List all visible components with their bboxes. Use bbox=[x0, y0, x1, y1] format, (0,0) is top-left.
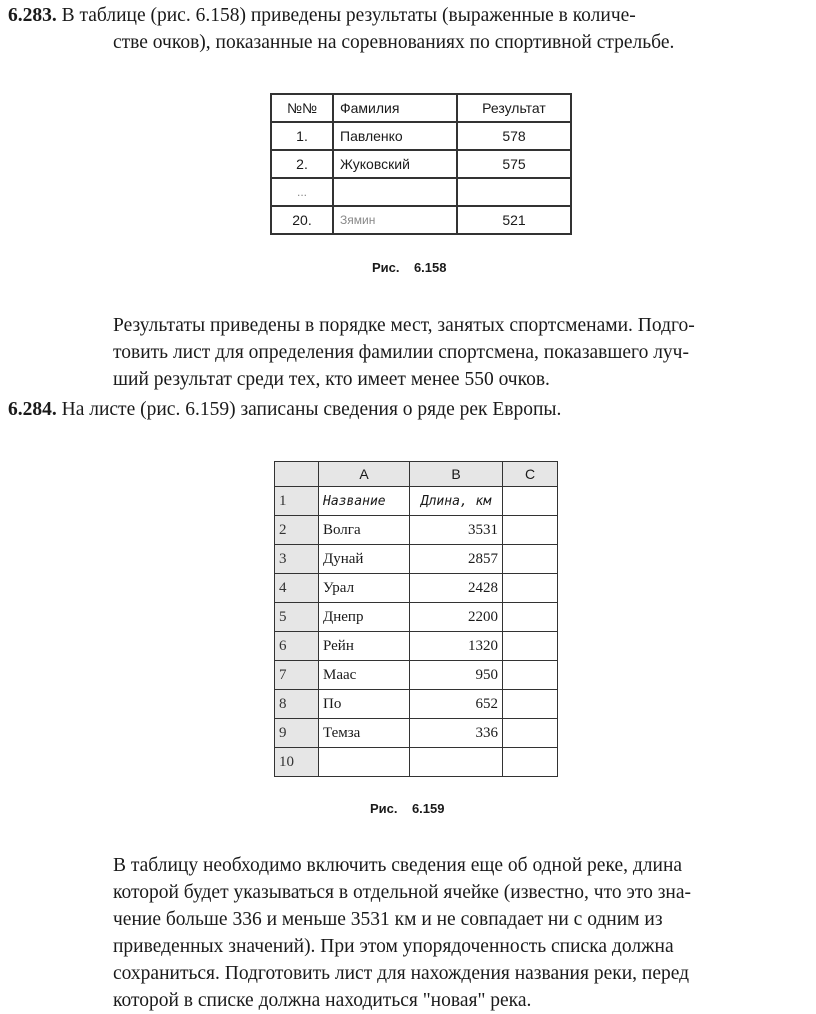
table-cell bbox=[503, 719, 558, 748]
row-header: 2 bbox=[275, 516, 319, 545]
table-cell: 2. bbox=[271, 150, 333, 178]
column-header: B bbox=[410, 462, 503, 487]
table-cell: Маас bbox=[319, 661, 410, 690]
problem-283-text bbox=[8, 312, 788, 393]
row-header: 1 bbox=[275, 487, 319, 516]
table-row bbox=[271, 150, 571, 178]
table-row bbox=[275, 719, 558, 748]
text-line: Результаты приведены в порядке мест, занятых спортсменами. Подго- bbox=[113, 315, 695, 336]
table-cell bbox=[410, 748, 503, 777]
text-line: сохраниться. Подготовить лист для нахождения названия реки, перед bbox=[113, 963, 690, 984]
text-line: которой будет указываться в отдельной ячейке (известно, что это зна- bbox=[113, 882, 692, 903]
row-header: 8 bbox=[275, 690, 319, 719]
table-cell bbox=[503, 748, 558, 777]
table-cell: Волга bbox=[319, 516, 410, 545]
table-cell: 578 bbox=[457, 122, 571, 150]
table-cell bbox=[503, 661, 558, 690]
table-cell: ... bbox=[271, 178, 333, 206]
table-cell: Дунай bbox=[319, 545, 410, 574]
table-cell bbox=[319, 748, 410, 777]
table-cell: Темза bbox=[319, 719, 410, 748]
figure-caption: Рис. 6.159 bbox=[370, 801, 445, 816]
table-row bbox=[275, 690, 558, 719]
table-cell: Длина, км bbox=[410, 487, 503, 516]
table-cell bbox=[503, 603, 558, 632]
table-row bbox=[275, 632, 558, 661]
table-row bbox=[275, 545, 558, 574]
problem-number: 6.284. bbox=[8, 399, 57, 420]
corner-cell bbox=[275, 462, 319, 487]
table-cell bbox=[333, 178, 457, 206]
row-header: 7 bbox=[275, 661, 319, 690]
table-cell bbox=[503, 545, 558, 574]
table-cell: Жуковский bbox=[333, 150, 457, 178]
table-cell bbox=[503, 516, 558, 545]
table-cell: 521 bbox=[457, 206, 571, 234]
table-cell: Урал bbox=[319, 574, 410, 603]
table-cell: 2200 bbox=[410, 603, 503, 632]
row-header: 6 bbox=[275, 632, 319, 661]
table-cell: Название bbox=[319, 487, 410, 516]
text-line: На листе (рис. 6.159) записаны сведения о ряде рек Европы. bbox=[61, 399, 562, 420]
row-header: 4 bbox=[275, 574, 319, 603]
text-line: В таблицу необходимо включить сведения еще об одной реке, длина bbox=[113, 855, 683, 876]
row-header: 3 bbox=[275, 545, 319, 574]
text-line: стве очков), показанные на соревнованиях по спортивной стрельбе. bbox=[113, 32, 675, 53]
column-header: Фамилия bbox=[333, 94, 457, 122]
table-row bbox=[271, 178, 571, 206]
rivers-spreadsheet bbox=[274, 461, 558, 777]
problem-number: 6.283. bbox=[8, 5, 57, 26]
table-cell: 1. bbox=[271, 122, 333, 150]
table-cell: 575 bbox=[457, 150, 571, 178]
table-cell: По bbox=[319, 690, 410, 719]
text-line: которой в списке должна находиться "новая" река. bbox=[113, 990, 532, 1011]
table-cell: Рейн bbox=[319, 632, 410, 661]
column-header: №№ bbox=[271, 94, 333, 122]
table-cell: Павленко bbox=[333, 122, 457, 150]
table-row bbox=[275, 748, 558, 777]
table-cell: Зямин bbox=[333, 206, 457, 234]
row-header: 9 bbox=[275, 719, 319, 748]
table-row bbox=[271, 122, 571, 150]
table-cell bbox=[503, 632, 558, 661]
table-row bbox=[275, 661, 558, 690]
results-table bbox=[270, 93, 572, 235]
row-header: 5 bbox=[275, 603, 319, 632]
table-row bbox=[275, 487, 558, 516]
figure-caption: Рис. 6.158 bbox=[372, 260, 447, 275]
column-header: A bbox=[319, 462, 410, 487]
table-cell: 2428 bbox=[410, 574, 503, 603]
text-line: товить лист для определения фамилии спортсмена, показавшего луч- bbox=[113, 342, 689, 363]
problem-283-intro bbox=[8, 2, 788, 56]
column-header: C bbox=[503, 462, 558, 487]
text-line: ший результат среди тех, кто имеет менее 550 очков. bbox=[113, 369, 550, 390]
column-header: Результат bbox=[457, 94, 571, 122]
table-cell: 336 bbox=[410, 719, 503, 748]
table-header-row bbox=[271, 94, 571, 122]
table-row bbox=[275, 516, 558, 545]
table-row bbox=[271, 206, 571, 234]
table-row bbox=[275, 574, 558, 603]
table-row bbox=[275, 603, 558, 632]
problem-284-intro bbox=[8, 396, 788, 423]
table-cell bbox=[503, 574, 558, 603]
table-cell: Днепр bbox=[319, 603, 410, 632]
row-header: 10 bbox=[275, 748, 319, 777]
table-cell: 652 bbox=[410, 690, 503, 719]
table-cell: 20. bbox=[271, 206, 333, 234]
table-cell: 950 bbox=[410, 661, 503, 690]
text-line: В таблице (рис. 6.158) приведены результаты (выраженные в количе- bbox=[61, 5, 636, 26]
text-line: чение больше 336 и меньше 3531 км и не совпадает ни с одним из bbox=[113, 909, 663, 930]
table-cell bbox=[457, 178, 571, 206]
problem-284-text bbox=[8, 852, 788, 1014]
spreadsheet-column-headers bbox=[275, 462, 558, 487]
table-cell bbox=[503, 487, 558, 516]
table-cell bbox=[503, 690, 558, 719]
table-cell: 3531 bbox=[410, 516, 503, 545]
table-cell: 2857 bbox=[410, 545, 503, 574]
table-cell: 1320 bbox=[410, 632, 503, 661]
text-line: приведенных значений). При этом упорядоченность списка должна bbox=[113, 936, 674, 957]
